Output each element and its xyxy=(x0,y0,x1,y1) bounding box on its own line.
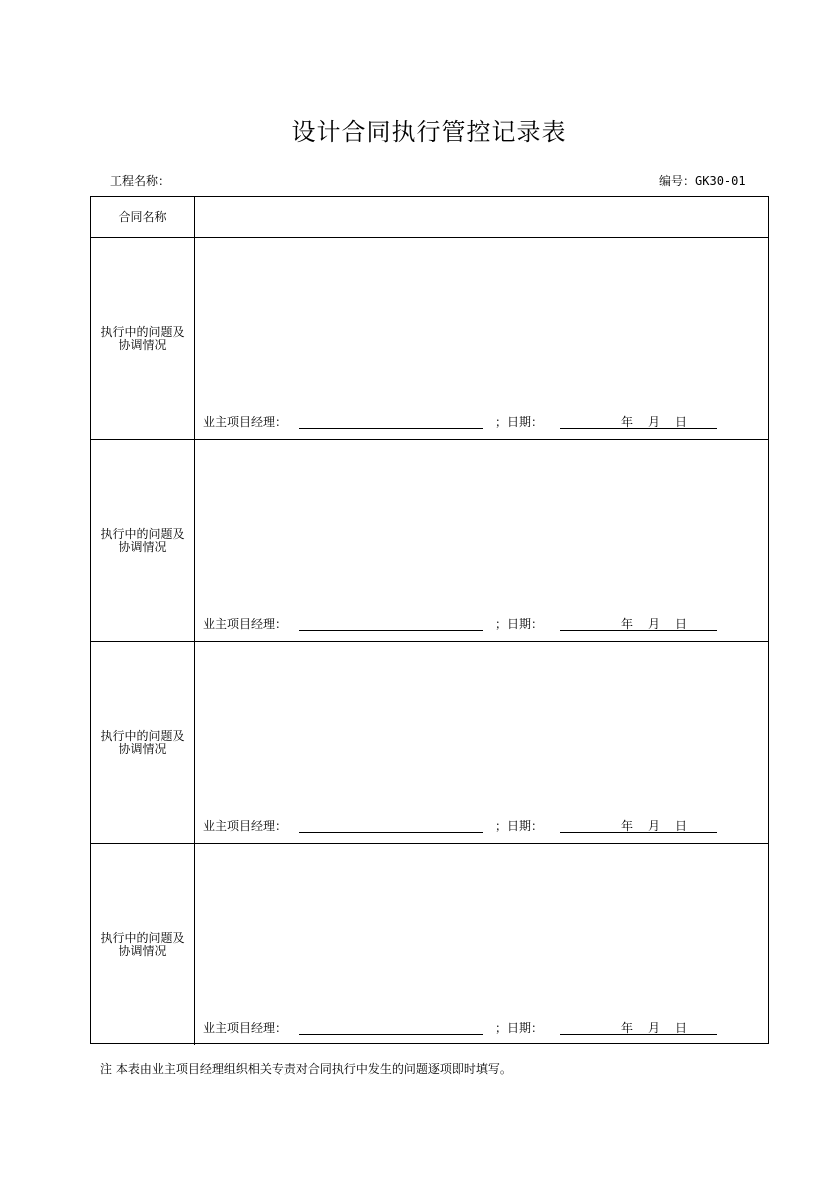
manager-label: 业主项目经理： xyxy=(203,617,288,631)
date-field[interactable] xyxy=(560,630,717,631)
label-line-1: 执行中的问题及 xyxy=(100,526,185,541)
issue-content-area[interactable] xyxy=(195,642,768,843)
day-label: 日 xyxy=(675,617,688,631)
month-label: 月 xyxy=(648,415,661,429)
contract-name-label: 合同名称 xyxy=(91,197,195,237)
issue-section-4 xyxy=(91,844,768,1045)
issue-content-area[interactable] xyxy=(195,844,768,1045)
month-label: 月 xyxy=(648,617,661,631)
issue-section-label xyxy=(91,844,195,1045)
label-line-2: 协调情况 xyxy=(118,337,167,352)
label-line-1: 执行中的问题及 xyxy=(100,930,185,945)
label-line-2: 协调情况 xyxy=(118,741,167,756)
year-label: 年 xyxy=(621,415,634,429)
manager-label: 业主项目经理： xyxy=(203,415,288,429)
label-line-2: 协调情况 xyxy=(118,539,167,554)
manager-signature-field[interactable] xyxy=(299,832,483,833)
date-label: ；日期： xyxy=(495,1021,544,1035)
date-field[interactable] xyxy=(560,428,717,429)
form-code xyxy=(659,172,746,189)
year-label: 年 xyxy=(621,819,634,833)
issue-section-label xyxy=(91,440,195,641)
manager-label: 业主项目经理： xyxy=(203,819,288,833)
issue-section-1 xyxy=(91,238,768,440)
day-label: 日 xyxy=(675,415,688,429)
date-field[interactable] xyxy=(560,832,717,833)
signature-line xyxy=(203,817,763,833)
manager-label: 业主项目经理： xyxy=(203,1021,288,1035)
contract-name-field[interactable] xyxy=(195,197,768,237)
manager-signature-field[interactable] xyxy=(299,630,483,631)
date-label: ；日期： xyxy=(495,819,544,833)
signature-line xyxy=(203,413,763,429)
manager-signature-field[interactable] xyxy=(299,1034,483,1035)
label-line-2: 协调情况 xyxy=(118,943,167,958)
month-label: 月 xyxy=(648,1021,661,1035)
day-label: 日 xyxy=(675,819,688,833)
project-name-label: 工程名称： xyxy=(110,174,171,188)
issue-section-3 xyxy=(91,642,768,844)
month-label: 月 xyxy=(648,819,661,833)
date-label: ；日期： xyxy=(495,617,544,631)
footnote: 注 本表由业主项目经理组织相关专责对合同执行中发生的问题逐项即时填写。 xyxy=(100,1062,512,1076)
year-label: 年 xyxy=(621,617,634,631)
label-line-1: 执行中的问题及 xyxy=(100,728,185,743)
date-label: ；日期： xyxy=(495,415,544,429)
manager-signature-field[interactable] xyxy=(299,428,483,429)
signature-line xyxy=(203,1019,763,1035)
date-field[interactable] xyxy=(560,1034,717,1035)
issue-content-area[interactable] xyxy=(195,440,768,641)
year-label: 年 xyxy=(621,1021,634,1035)
record-form-table xyxy=(90,196,769,1044)
code-label: 编号： xyxy=(659,174,696,188)
label-line-1: 执行中的问题及 xyxy=(100,324,185,339)
issue-section-label xyxy=(91,642,195,843)
code-value: GK30-01 xyxy=(695,174,746,188)
signature-line xyxy=(203,615,763,631)
form-title: 设计合同执行管控记录表 xyxy=(291,118,567,146)
issue-section-label xyxy=(91,238,195,439)
day-label: 日 xyxy=(675,1021,688,1035)
issue-section-2 xyxy=(91,440,768,642)
contract-name-row xyxy=(91,197,768,238)
issue-content-area[interactable] xyxy=(195,238,768,439)
